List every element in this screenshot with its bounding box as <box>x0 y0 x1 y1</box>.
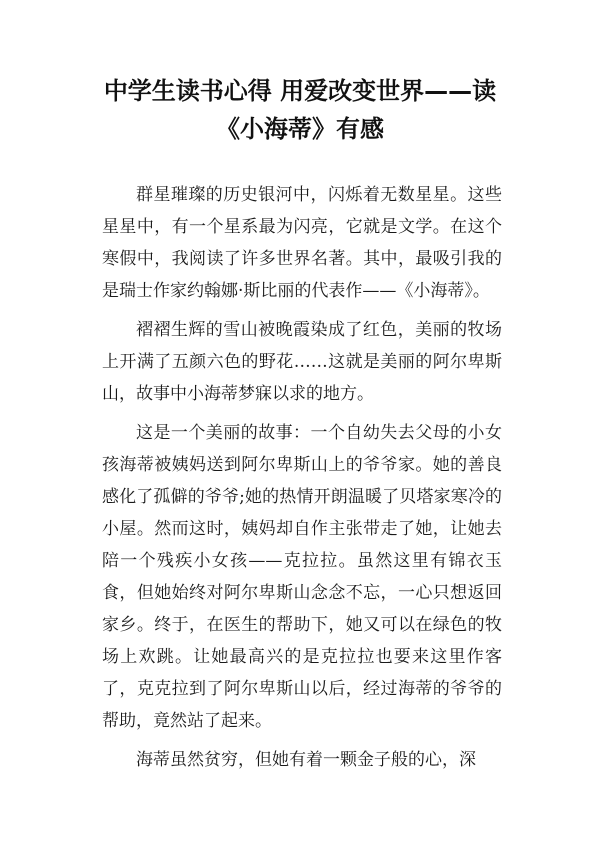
paragraph-3: 这是一个美丽的故事：一个自幼失去父母的小女孩海蒂被姨妈送到阿尔卑斯山上的爷爷家。她的善良感化了孤僻的爷爷;她的热情开朗温暖了贝塔家寒冷的小屋。然而这时，姨妈却自作主张带走了她，让她去陪一个残疾小女孩——克拉拉。虽然这里有锦衣玉食，但她始终对阿尔卑斯山念念不忘，一心只想返回家乡。终于，在医生的帮助下，她又可以在绿色的牧场上欢跳。让她最高兴的是克拉拉也要来这里作客了，克克拉到了阿尔卑斯山以后，经过海蒂的爷爷的帮助，竟然站了起来。 <box>102 423 502 731</box>
paragraph-2: 褶褶生辉的雪山被晚霞染成了红色，美丽的牧场上开满了五颜六色的野花……这就是美丽的阿尔卑斯山，故事中小海蒂梦寐以求的地方。 <box>102 320 502 404</box>
page-title: 中学生读书心得 用爱改变世界——读《小海蒂》有感 <box>103 77 497 143</box>
paragraph-1: 群星璀璨的历史银河中，闪烁着无数星星。这些星星中，有一个星系最为闪亮，它就是文学。在这个寒假中，我阅读了许多世界名著。其中，最吸引我的是瑞士作家约翰娜·斯比丽的代表作——《小海蒂》。 <box>102 185 502 301</box>
paragraph-4: 海蒂虽然贫穷，但她有着一颗金子般的心，深 <box>136 750 476 770</box>
article-body <box>102 179 502 783</box>
